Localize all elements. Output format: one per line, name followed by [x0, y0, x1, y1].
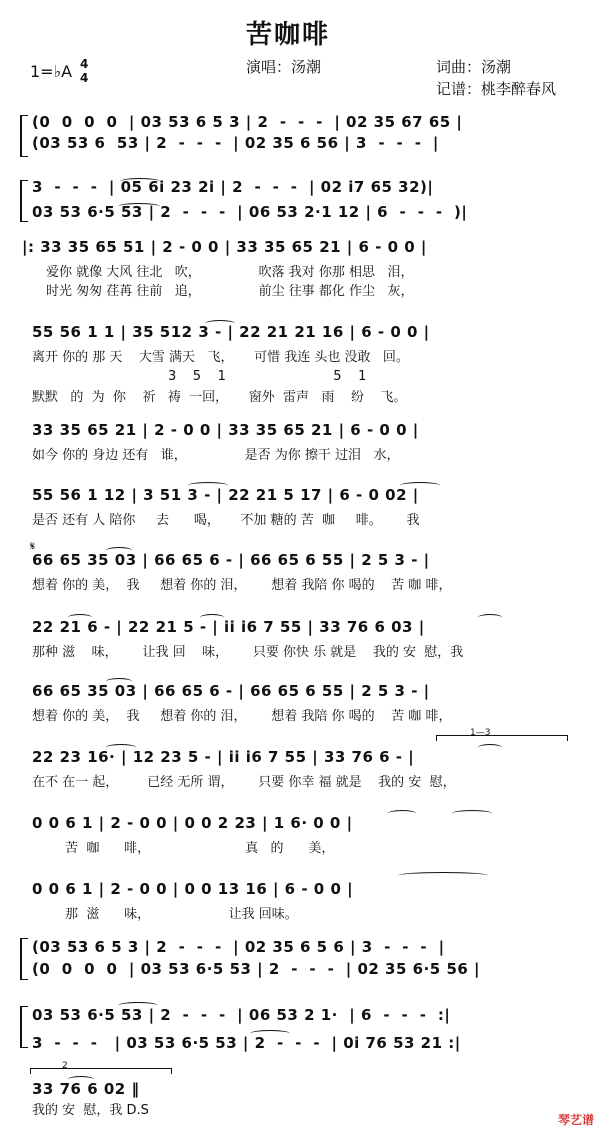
slur-mark — [200, 614, 224, 621]
interlude-1-lower: (0 0 0 0 | 03 53 6·5 53 | 2 - - - | 02 35 6·5 56 | — [32, 960, 481, 978]
chorus-line-1-notes: 66 65 35 03 | 66 65 6 - | 66 65 6 55 | 2 5 3 - | — [32, 551, 430, 569]
slur-mark — [398, 872, 488, 879]
verse-line-2-alt-notes: 3 5 1 5 1 — [168, 369, 367, 384]
chorus-line-5-notes: 0 0 6 1 | 2 - 0 0 | 0 0 2 23 | 1 6· 0 0 | — [32, 814, 353, 832]
key-signature: 1=♭A — [30, 62, 73, 81]
chorus-line-4-notes: 22 23 16· | 12 23 5 - | ii i6 7 55 | 33 76 6 - | — [32, 748, 415, 766]
slur-mark — [478, 614, 502, 621]
volta-2-label: 2 — [62, 1061, 68, 1071]
intro-2-lower: 03 53 6·5 53 | 2 - - - | 06 53 2·1 12 | 6 - - - )| — [32, 203, 468, 221]
slur-mark — [118, 203, 160, 210]
segno-icon: 𝄋 — [30, 539, 36, 553]
volta-1-label: 1—3 — [470, 728, 491, 738]
chorus-line-4-lyric: 在不 在一 起， 已经 无所 谓， 只要 你幸 福 就是 我的 安 慰， — [32, 775, 456, 790]
volta-bracket-2 — [30, 1068, 172, 1074]
time-signature-bottom: 4 — [80, 71, 89, 85]
ending-notes: 33 76 6 02 ‖ — [32, 1080, 140, 1098]
system-brace — [20, 115, 28, 157]
intro-1-upper: (0 0 0 0 | 03 53 6 5 3 | 2 - - - | 02 35 67 65 | — [32, 113, 463, 131]
verse-line-1-notes: |: 33 35 65 51 | 2 - 0 0 | 33 35 65 21 | 6 - 0 0 | — [22, 238, 427, 256]
slur-mark — [68, 614, 92, 621]
intro-1-lower: (03 53 6 53 | 2 - - - | 02 35 6 56 | 3 - - - | — [32, 134, 439, 152]
slur-mark — [400, 482, 440, 489]
chorus-line-6-notes: 0 0 6 1 | 2 - 0 0 | 0 0 13 16 | 6 - 0 0 | — [32, 880, 354, 898]
verse-line-2-lyric-2: 默默 的 为 你 祈 祷 一回， 窗外 雷声 雨 纷 飞。 — [32, 390, 407, 405]
ending-lyric: 我的 安 慰，我 D.S — [32, 1103, 149, 1118]
time-signature-top: 4 — [80, 57, 89, 71]
slur-mark — [120, 178, 160, 185]
transcriber-credit: 记谱：桃李醉春风 — [436, 80, 557, 98]
verse-line-2-notes: 55 56 1 1 | 35 512 3 - | 22 21 21 16 | 6 - 0 0 | — [32, 323, 430, 341]
verse-line-3-notes: 33 35 65 21 | 2 - 0 0 | 33 35 65 21 | 6 - 0 0 | — [32, 421, 419, 439]
chorus-line-6-lyric: 那 滋 味， 让我 回味。 — [32, 907, 298, 922]
slur-mark — [205, 320, 235, 327]
verse-line-1-lyric-1: 爱你 就像 大风 往北 吹， 吹落 我对 你那 相思 泪， — [46, 265, 414, 280]
verse-line-4-lyric: 是否 还有 人 陪你 去 喝， 不加 糖的 苦 咖 啡。 我 — [32, 513, 420, 528]
singer-credit: 演唱：汤潮 — [246, 58, 322, 76]
slur-mark — [118, 1002, 158, 1009]
verse-line-2-lyric-1: 离开 你的 那 天 大雪 满天 飞， 可惜 我连 头也 没敢 回。 — [32, 350, 409, 365]
intro-2-upper: 3 - - - | 05 6i 23 2i | 2 - - - | 02 i7 65 32)| — [32, 178, 434, 196]
slur-mark — [388, 810, 416, 817]
slur-mark — [106, 744, 136, 751]
chorus-line-2-lyric: 那种 滋 味， 让我 回 味， 只要 你快 乐 就是 我的 安 慰，我 — [32, 645, 464, 660]
watermark-logo: 琴艺谱 — [558, 1113, 595, 1127]
slur-mark — [68, 1076, 94, 1083]
composer-credit: 词曲：汤潮 — [436, 58, 512, 76]
slur-mark — [478, 744, 502, 751]
interlude-2-lower: 3 - - - | 03 53 6·5 53 | 2 - - - | 0i 76 53 21 :| — [32, 1034, 461, 1052]
slur-mark — [106, 678, 132, 685]
chorus-line-3-notes: 66 65 35 03 | 66 65 6 - | 66 65 6 55 | 2 5 3 - | — [32, 682, 430, 700]
chorus-line-3-lyric: 想着 你的 美， 我 想着 你的 泪， 想着 我陪 你 喝的 苦 咖 啡， — [32, 709, 452, 724]
system-brace — [20, 180, 28, 222]
volta-bracket-1 — [436, 735, 568, 741]
song-title: 苦咖啡 — [246, 20, 331, 50]
slur-mark — [452, 810, 492, 817]
interlude-1-upper: (03 53 6 5 3 | 2 - - - | 02 35 6 5 6 | 3 - - - | — [32, 938, 445, 956]
slur-mark — [188, 482, 228, 489]
interlude-2-upper: 03 53 6·5 53 | 2 - - - | 06 53 2 1· | 6 - - - :| — [32, 1006, 451, 1024]
verse-line-1-lyric-2: 时光 匆匆 荏苒 往前 追， 前尘 往事 都化 作尘 灰， — [46, 284, 414, 299]
verse-line-4-notes: 55 56 1 12 | 3 51 3 - | 22 21 5 17 | 6 - 0 02 | — [32, 486, 419, 504]
chorus-line-1-lyric: 想着 你的 美， 我 想着 你的 泪， 想着 我陪 你 喝的 苦 咖 啡， — [32, 578, 452, 593]
chorus-line-5-lyric: 苦 咖 啡， 真 的 美， — [32, 841, 335, 856]
system-brace — [20, 938, 28, 980]
slur-mark — [106, 547, 132, 554]
chorus-line-2-notes: 22 21 6 - | 22 21 5 - | ii i6 7 55 | 33 76 6 03 | — [32, 618, 425, 636]
system-brace — [20, 1006, 28, 1048]
slur-mark — [250, 1030, 290, 1037]
verse-line-3-lyric: 如今 你的 身边 还有 谁， 是否 为你 擦干 过泪 水， — [32, 448, 400, 463]
